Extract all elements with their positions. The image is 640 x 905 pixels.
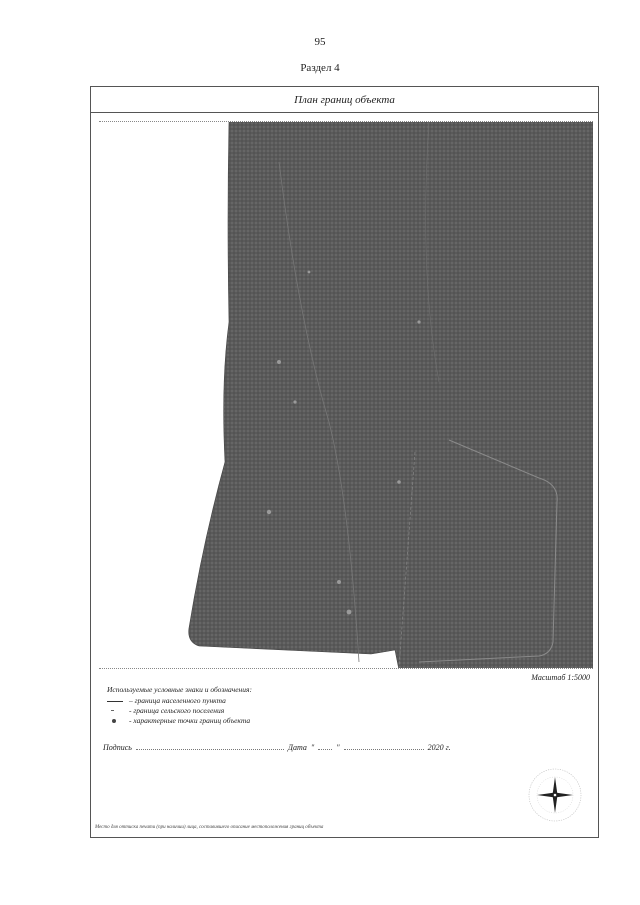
map-scale: Масштаб 1:5000 — [531, 673, 590, 682]
legend-title: Используемые условные знаки и обозначения: — [107, 685, 252, 694]
footnote: Место для оттиска печати (при наличии) лица, составившего описание местоположения границ объекта — [95, 825, 324, 830]
date-day-field — [318, 749, 332, 750]
legend-item-label: – граница населенного пункта — [129, 696, 226, 705]
satellite-map-image — [99, 122, 593, 669]
date-quote-open: " — [310, 743, 315, 752]
frame-title: План границ объекта — [91, 87, 598, 113]
date-month-field — [344, 749, 424, 750]
legend — [107, 685, 252, 726]
signature-field — [136, 749, 284, 750]
map-imagery — [189, 122, 593, 669]
date-year: 2020 г. — [427, 743, 451, 752]
solid-line-icon — [107, 697, 125, 705]
signature-line — [103, 743, 583, 752]
compass-rose-icon — [527, 767, 583, 823]
document-frame — [90, 86, 599, 838]
dot-mark-icon — [107, 717, 125, 725]
date-quote-close: " — [336, 743, 340, 752]
dash-mark-icon — [107, 707, 125, 715]
legend-item-label: - характерные точки границ объекта — [129, 716, 251, 725]
legend-item — [107, 716, 252, 726]
signature-label: Подпись — [103, 743, 132, 752]
map-area — [99, 121, 593, 669]
section-label: Раздел 4 — [300, 62, 340, 74]
legend-item-label: - граница сельского поселения — [129, 706, 225, 715]
legend-item — [107, 696, 252, 706]
page-number: 95 — [314, 36, 326, 48]
legend-item — [107, 706, 252, 716]
date-label: Дата — [287, 743, 307, 752]
